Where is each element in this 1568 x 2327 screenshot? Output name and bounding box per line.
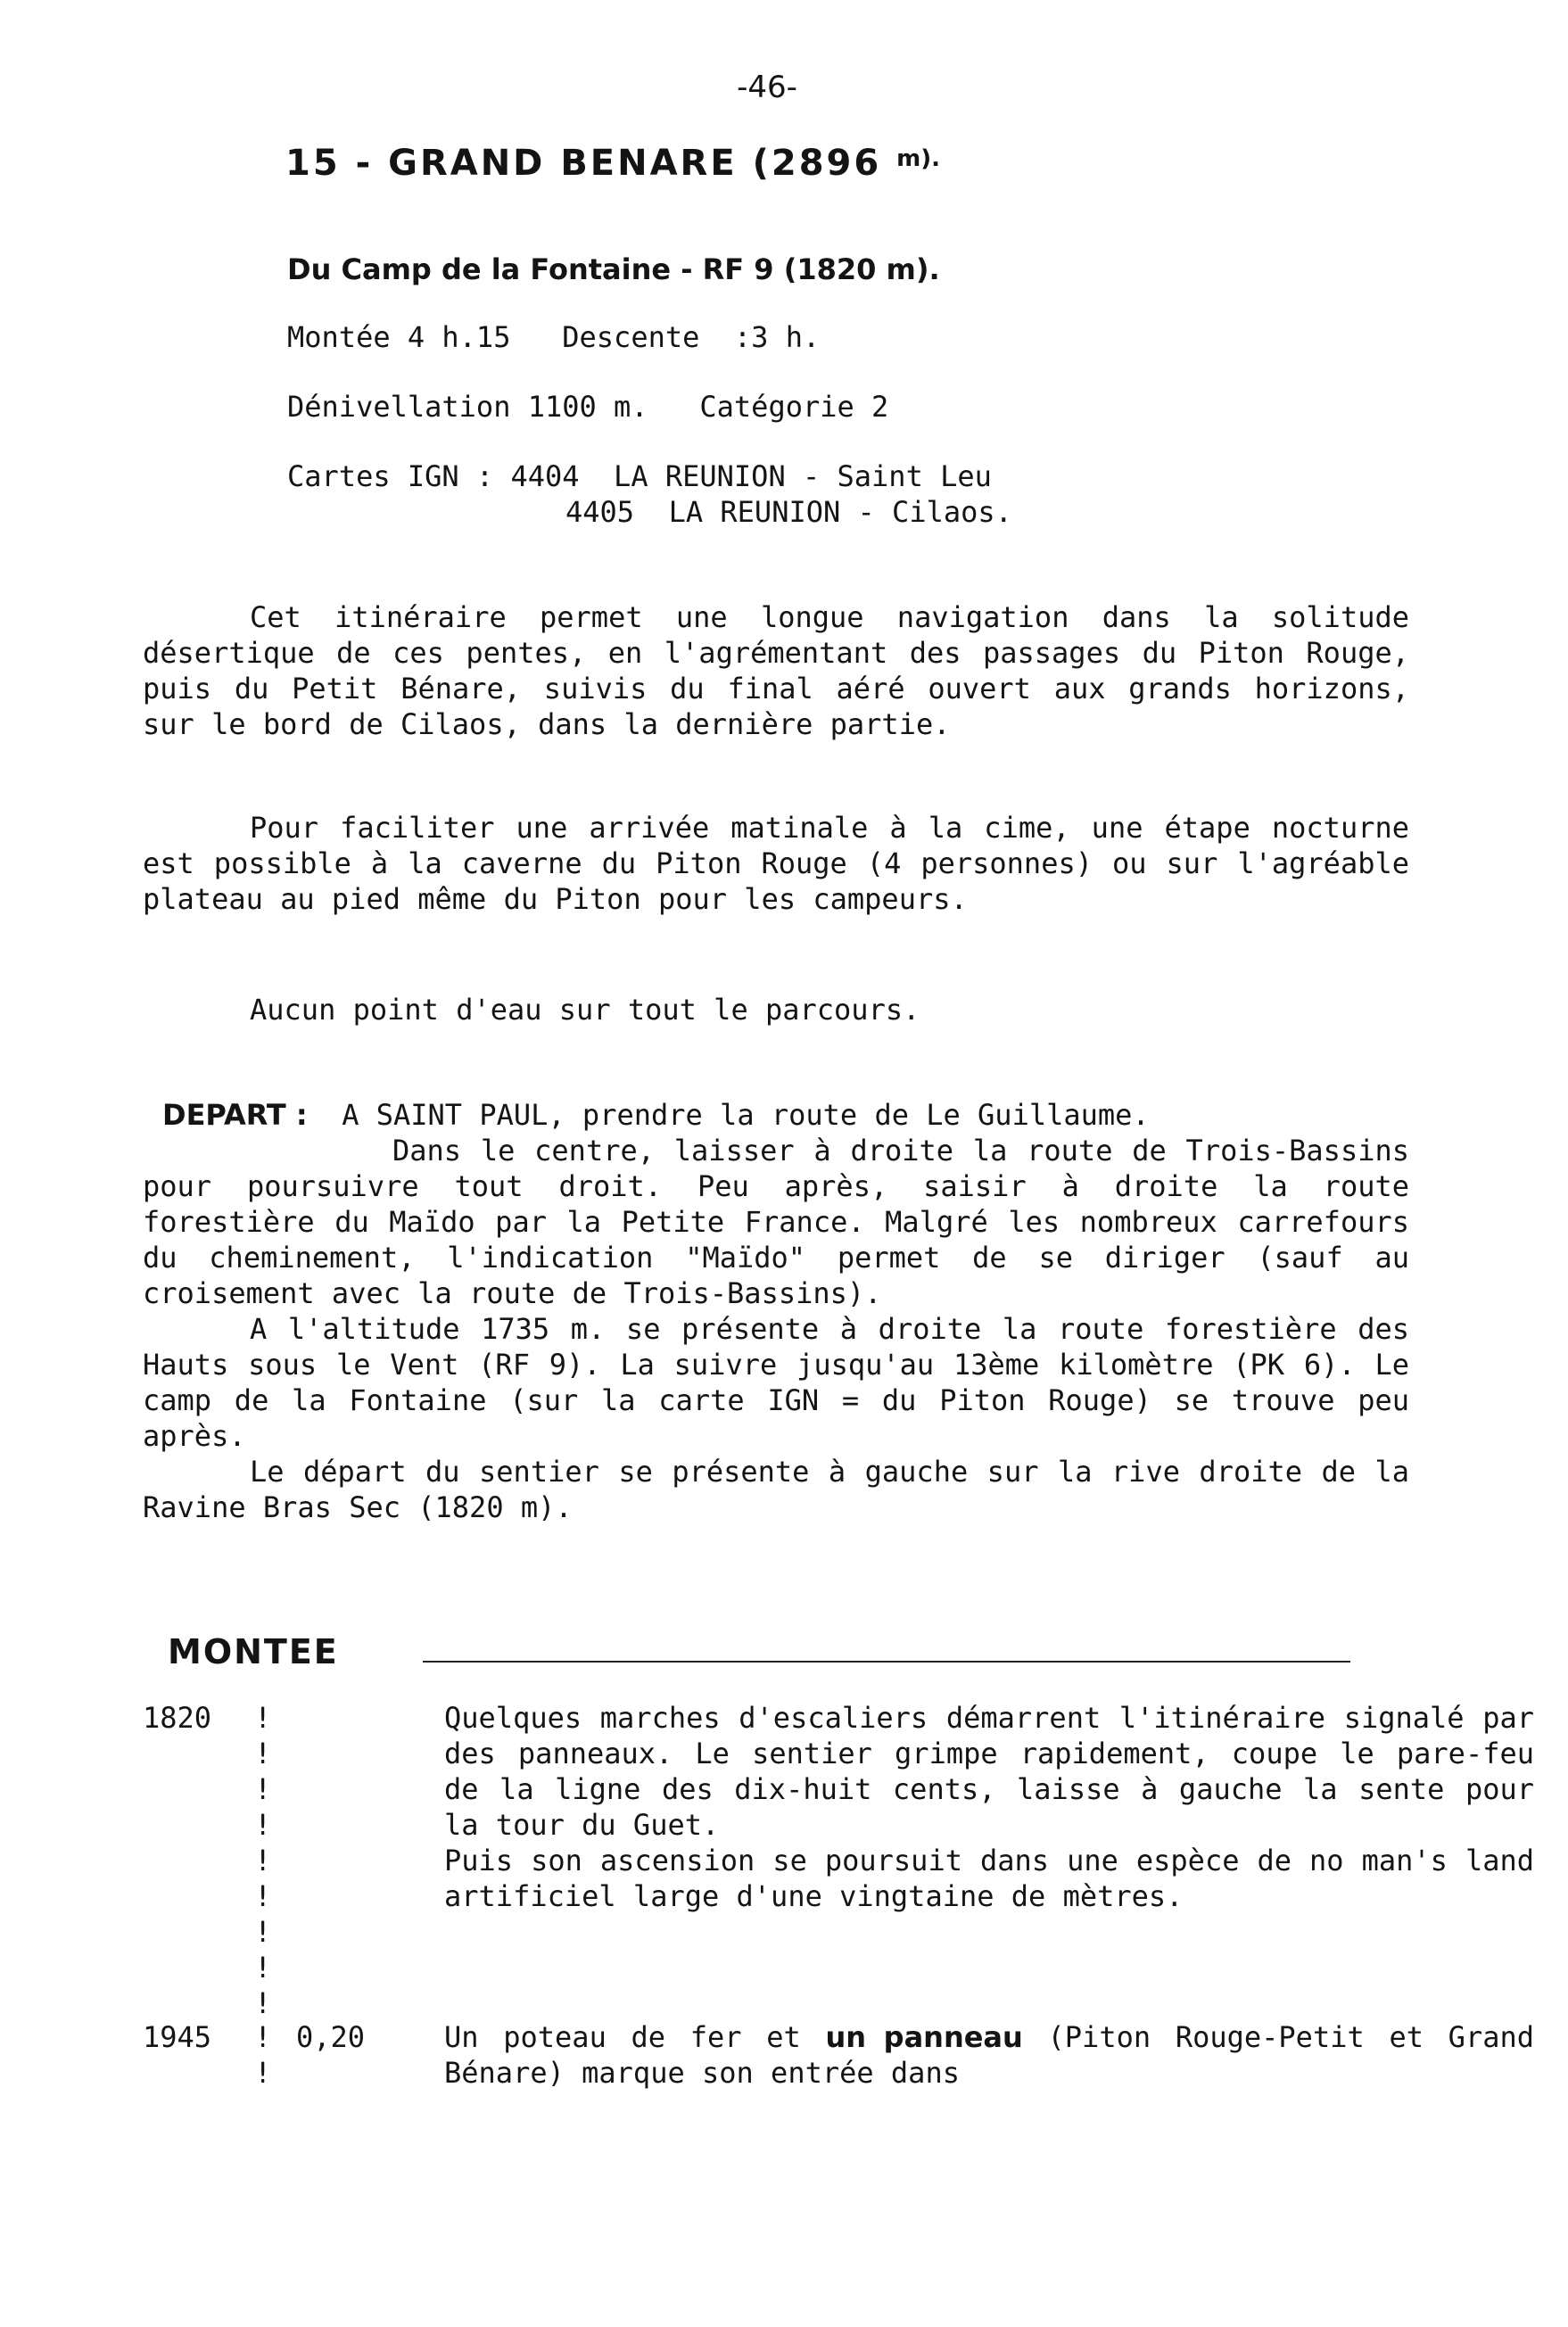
intro-paragraph-3: Aucun point d'eau sur tout le parcours. <box>250 993 920 1027</box>
maps-info-2: 4405 LA REUNION - Cilaos. <box>565 495 1012 529</box>
depart-line <box>162 1097 1150 1133</box>
route-title <box>285 143 940 184</box>
route-title-unit: m). <box>896 145 941 172</box>
depart-label: DEPART : <box>162 1098 308 1132</box>
start-point: Du Camp de la Fontaine - RF 9 (1820 m). <box>287 252 940 286</box>
altitude-cell: 1820 <box>143 1701 212 1735</box>
altitude-cell: 1945 <box>143 2020 212 2054</box>
montee-heading: MONTEE <box>168 1632 339 1671</box>
panel-highlight: un panneau <box>825 2020 1023 2054</box>
description-cell: Quelques marches d'escaliers démarrent l'itinéraire signalé par des panneaux. Le sentier grimpe rapidement, coupe le pare-feu de la ligne des dix-huit cents, laisse à gauche la sente pour la tour du Guet. Puis son ascension se poursuit dans une espèce de no man's land artificiel large d'une vingtaine de mètres. <box>444 1701 1534 1913</box>
depart-directions: Dans le centre, laisser à droite la route de Trois-Bassins pour poursuivre tout droit. Peu après, saisir à droite la route forestière du Maïdo par la Petite France. Malgré les nombreux carrefours du cheminement, l'indication "Maïdo" permet de se diriger (sauf au croisement avec la route de Trois-Bassins). A l'altitude 1735 m. se présente à droite la route forestière des Hauts sous le Vent (RF 9). La suivre jusqu'au 13ème kilomètre (PK 6). Le camp de la Fontaine (sur la carte IGN = du Piton Rouge) se trouve peu après. Le départ du sentier se présente à gauche sur la rive droite de la Ravine Bras Sec (1820 m). <box>143 1134 1409 1524</box>
separator-marks: ! ! ! ! ! ! ! ! ! <box>254 1701 272 2020</box>
intro-paragraph-1: Cet itinéraire permet une longue navigation dans la solitude désertique de ces pentes, en l'agrémentant des passages du Piton Rouge, puis du Petit Bénare, suivis du final aéré ouvert aux grands horizons, sur le bord de Cilaos, dans la dernière partie. <box>143 600 1409 741</box>
description-cell: Un poteau de fer et un panneau (Piton Rouge-Petit et Grand Bénare) marque son entrée dans <box>444 2020 1535 2090</box>
depart-first-line: A SAINT PAUL, prendre la route de Le Guillaume. <box>342 1098 1150 1132</box>
route-title-text: 15 - GRAND BENARE (2896 <box>285 143 882 184</box>
time-cell: 0,20 <box>296 2020 366 2054</box>
intro-paragraph-2: Pour faciliter une arrivée matinale à la cime, une étape nocturne est possible à la caverne du Piton Rouge (4 personnes) ou sur l'agréable plateau au pied même du Piton pour les campeurs. <box>143 811 1409 916</box>
montee-rule <box>423 1661 1350 1663</box>
maps-info-1: Cartes IGN : 4404 LA REUNION - Saint Leu <box>287 459 992 493</box>
page-number: -46- <box>737 70 797 105</box>
duration-info: Montée 4 h.15 Descente :3 h. <box>287 320 821 354</box>
elevation-info: Dénivellation 1100 m. Catégorie 2 <box>287 390 889 424</box>
separator-marks: ! ! <box>254 2020 272 2090</box>
